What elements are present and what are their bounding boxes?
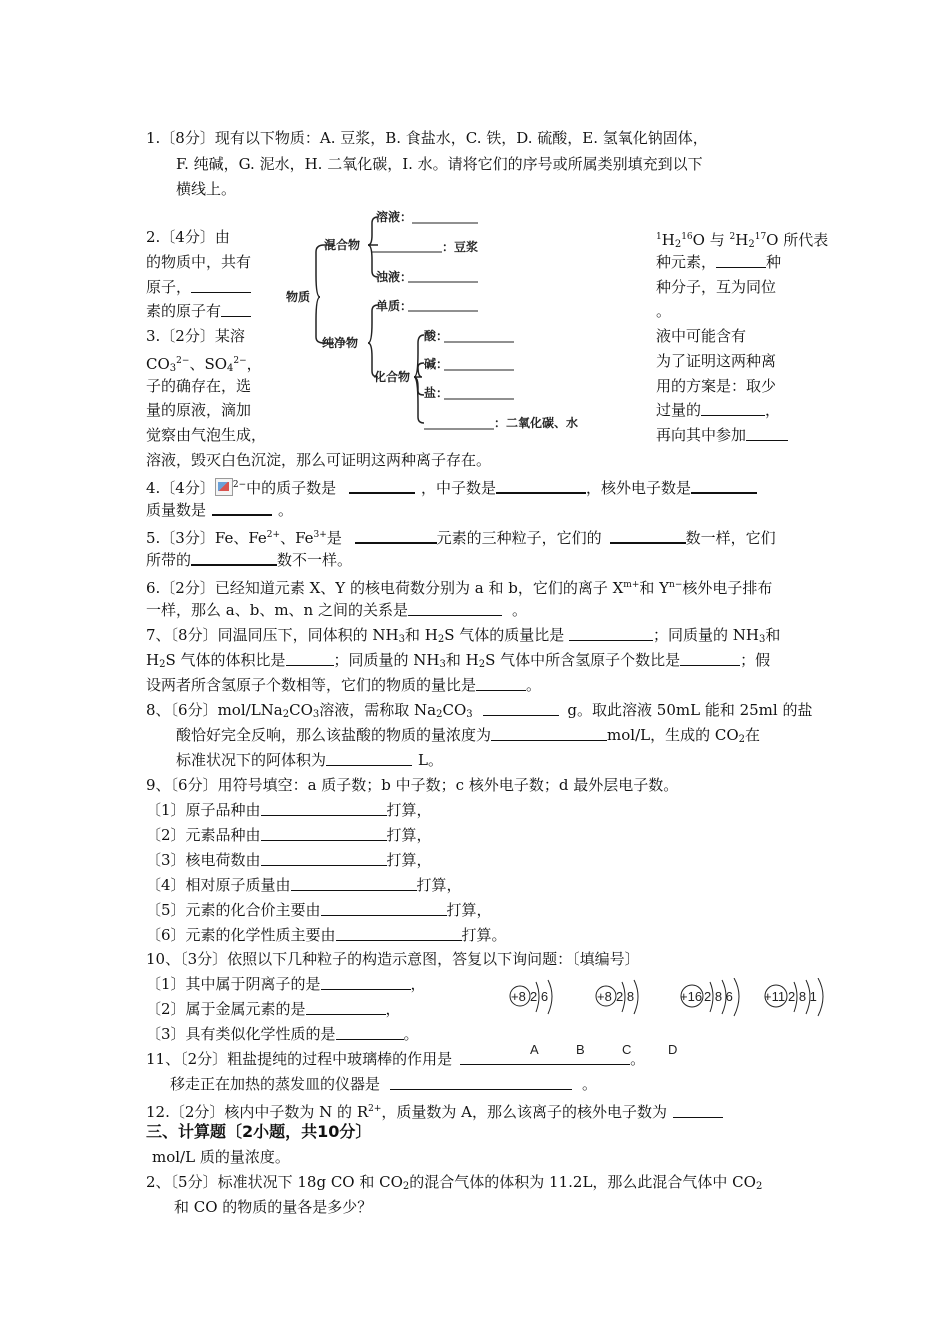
- section3-q2-b: 的混合气体的体积为 11.2L，那么此混合气体中 CO: [409, 1173, 756, 1191]
- q2-left3: 原子，: [146, 278, 192, 296]
- q1-line1: 1.〔8分〕现有以下物质：A. 豆浆，B. 食盐水，C. 铁，D. 硫酸，E. 氢氧化钠固体，: [146, 129, 708, 147]
- q9-item3: 〔3〕核电荷数由: [146, 851, 261, 869]
- q4-text-e: 质量数是: [146, 501, 207, 519]
- section3-q2-a: 2、〔5分〕标准状况下 18g CO 和 CO: [146, 1173, 403, 1191]
- diagram-colloid: ：豆浆: [442, 240, 479, 254]
- q4-text-b: 中的质子数是: [246, 479, 337, 497]
- q5-text-d: 元素的三种粒子，它们的: [436, 529, 602, 547]
- q2-right4: 。: [656, 302, 672, 320]
- q9-title: 9、〔6分〕用符号填空：a 质子数；b 中子数；c 核外电子数；d 最外层电子数。: [146, 776, 679, 794]
- atom-label-a: A: [530, 1042, 539, 1057]
- q9-item4: 〔4〕相对原子质量由: [146, 876, 291, 894]
- q11-text-d: 。: [582, 1075, 598, 1093]
- q8-text-j: L。: [418, 751, 443, 769]
- q7-text-f: H: [146, 651, 160, 669]
- q9-item2-post: 打算，: [386, 826, 432, 844]
- q9-item5: 〔5〕元素的化合价主要由: [146, 901, 321, 919]
- diagram-suspension: 浊液：: [376, 270, 413, 284]
- q2-left4: 素的原子有: [146, 302, 222, 320]
- diagram-root: 物质: [286, 290, 311, 304]
- q9-item4-post: 打算，: [416, 876, 462, 894]
- q6-text-d: 一样，那么 a、b、m、n 之间的关系是: [146, 601, 408, 619]
- q3-left2c: ，: [246, 355, 262, 373]
- q12-text-b: ，质量数为 A，那么该离子的核外电子数为: [381, 1103, 668, 1121]
- q11-text-a: 11、〔2分〕粗盐提纯的过程中玻璃棒的作用是: [146, 1050, 453, 1068]
- q9-item2: 〔2〕元素品种由: [146, 826, 261, 844]
- atom-label-c: C: [622, 1042, 632, 1057]
- q2-left2: 的物质中，共有: [146, 253, 252, 271]
- q4-text-c: ，中子数是: [420, 479, 496, 497]
- q6-text-b: 和 Y: [639, 579, 670, 597]
- q3-right3: 用的方案是：取少: [656, 377, 777, 395]
- q3-left1: 3.〔2分〕某溶: [146, 327, 245, 345]
- section3-q2-c: 和 CO 的物质的量各是多少？: [174, 1198, 373, 1216]
- q2-right2a: 种元素，: [656, 253, 717, 271]
- q7-text-e: 和: [765, 626, 781, 644]
- q2-left1: 2.〔4分〕由: [146, 228, 230, 246]
- q2-isotope2: H: [735, 231, 749, 249]
- atom-label-b: B: [576, 1042, 585, 1057]
- q5-text-f: 所带的: [146, 551, 192, 569]
- atom-b-nucleus: +8: [597, 989, 612, 1004]
- atom-a-shells: 2 6: [530, 989, 549, 1004]
- q8-text-e: g。取此溶液 50mL 能和 25ml 的盐: [567, 701, 813, 719]
- q3-line6: 溶液，毁灭白色沉淀，那么可证明这两种离子存在。: [146, 451, 492, 469]
- q7-text-c: S 气体的质量比是: [444, 626, 565, 644]
- q3-right4a: 过量的: [656, 401, 702, 419]
- diagram-element: 单质：: [376, 299, 413, 313]
- q8-text-h: 在: [745, 726, 761, 744]
- q12-text-a: 12.〔2分〕核内中子数为 N 的 R: [146, 1103, 369, 1121]
- q10-item3: 〔3〕具有类似化学性质的是: [146, 1025, 336, 1043]
- q2-right1d: O 所代表: [766, 231, 829, 249]
- q9-item1: 〔1〕原子品种由: [146, 801, 261, 819]
- q7-text-l: 设两者所含氢原子个数相等，它们的物质的量比是: [146, 676, 477, 694]
- q8-text-f: 酸恰好完全反响，那么该盐酸的物质的量浓度为: [176, 726, 492, 744]
- q7-text-j: S 气体中所含氢原子个数比是: [485, 651, 681, 669]
- q10-item1: 〔1〕其中属于阴离子的是: [146, 975, 321, 993]
- q7-text-h: ；同质量的 NH: [333, 651, 440, 669]
- diagram-base: 碱：: [424, 357, 449, 371]
- q4-text-f: 。: [278, 501, 294, 519]
- q7-text-m: 。: [526, 676, 542, 694]
- q9-item5-post: 打算，: [446, 901, 492, 919]
- q6-text-c: 核外电子排布: [682, 579, 773, 597]
- diagram-oxide: ：二氧化碳、水: [494, 416, 579, 430]
- q7-text-d: ；同质量的 NH: [653, 626, 759, 644]
- q7-text-b: 和 H: [404, 626, 438, 644]
- diagram-compound: 化合物: [374, 370, 411, 384]
- section3-heading: 三、计算题〔2小题，共10分〕: [146, 1122, 372, 1141]
- q3-left4: 量的原液，滴加: [146, 401, 252, 419]
- q4-label: 4.〔4分〕: [146, 479, 215, 497]
- q2-right3: 种分子，互为同位: [656, 278, 777, 296]
- q5-text-b: 、Fe: [280, 529, 314, 547]
- q3-so4: 、SO: [189, 355, 228, 373]
- q7-text-i: 和 H: [445, 651, 479, 669]
- q10-item2-post: ，: [385, 1000, 401, 1018]
- q5-text-e: 数一样，它们: [685, 529, 776, 547]
- atom-b-shells: 2 8: [616, 989, 635, 1004]
- missing-formula-icon: [215, 478, 233, 496]
- q9-item3-post: 打算，: [386, 851, 432, 869]
- q9-item6: 〔6〕元素的化学性质主要由: [146, 926, 336, 944]
- diagram-salt: 盐：: [424, 386, 449, 400]
- q6-text-e: 。: [511, 601, 527, 619]
- q10-item1-post: ，: [410, 975, 426, 993]
- q3-right1: 液中可能含有: [656, 327, 747, 345]
- q5-text-a: 5.〔3分〕Fe、Fe: [146, 529, 267, 547]
- diagram-acid: 酸：: [424, 329, 449, 343]
- q10-item2: 〔2〕属于金属元素的是: [146, 1000, 306, 1018]
- q7-text-k: ；假: [740, 651, 771, 669]
- classification-diagram: [272, 205, 632, 445]
- q8-text-c: 溶液，需称取 Na: [319, 701, 437, 719]
- q8-text-b: CO: [289, 701, 313, 719]
- q4-text-d: ，核外电子数是: [585, 479, 691, 497]
- atom-structure-diagrams: [500, 978, 830, 1058]
- q2-isotope1: H: [661, 231, 675, 249]
- atom-a-nucleus: +8: [511, 989, 526, 1004]
- q2-right2b: 种: [766, 253, 782, 271]
- q7-text-g: S 气体的体积比是: [165, 651, 286, 669]
- q3-co3: CO: [146, 355, 170, 373]
- q8-text-d: CO: [442, 701, 467, 719]
- q1-line2: F. 纯碱，G. 泥水，H. 二氧化碳，I. 水。请将它们的序号或所属类别填充到以下: [176, 155, 703, 173]
- q3-right2: 为了证明这两种离: [656, 352, 777, 370]
- atom-d-nucleus: +11: [764, 989, 786, 1004]
- q8-text-g: mol/L，生成的 CO: [607, 726, 739, 744]
- section3-line1: mol/L 质的量浓度。: [152, 1148, 290, 1166]
- q10-title: 10、〔3分〕依照以下几种粒子的构造示意图，答复以下询问题：〔填编号〕: [146, 950, 640, 968]
- q3-left3: 子的确存在，选: [146, 377, 252, 395]
- q8-text-i: 标准状况下的阿体积为: [176, 751, 327, 769]
- q3-right4b: ，: [765, 401, 781, 419]
- q9-item1-post: 打算，: [386, 801, 432, 819]
- q3-right5: 再向其中参加: [656, 426, 747, 444]
- q7-text-a: 7、〔8分〕同温同压下，同体积的 NH: [146, 626, 399, 644]
- diagram-mixture: 混合物: [324, 238, 361, 252]
- q5-text-g: 数不一样。: [277, 551, 353, 569]
- diagram-solution: 溶液：: [376, 210, 413, 224]
- q8-text-a: 8、〔6分〕mol/LNa: [146, 701, 283, 719]
- q11-text-c: 移走正在加热的蒸发皿的仪器是: [170, 1075, 381, 1093]
- q2-right1b: O 与: [692, 231, 725, 249]
- diagram-pure: 纯净物: [322, 336, 359, 350]
- q5-text-c: 是: [326, 529, 342, 547]
- atom-label-d: D: [668, 1042, 678, 1057]
- q11-text-b: 。: [630, 1050, 646, 1068]
- atom-c-shells: 2 8 6: [704, 989, 733, 1004]
- q1-line3: 横线上。: [176, 180, 237, 198]
- q6-text-a: 6.〔2分〕已经知道元素 X、Y 的核电荷数分别为 a 和 b，它们的离子 X: [146, 579, 624, 597]
- q9-item6-post: 打算。: [461, 926, 507, 944]
- atom-d-shells: 2 8 1: [788, 989, 817, 1004]
- q3-left5: 觉察由气泡生成，: [146, 426, 267, 444]
- atom-c-nucleus: +16: [680, 989, 703, 1004]
- q10-item3-post: 。: [403, 1025, 419, 1043]
